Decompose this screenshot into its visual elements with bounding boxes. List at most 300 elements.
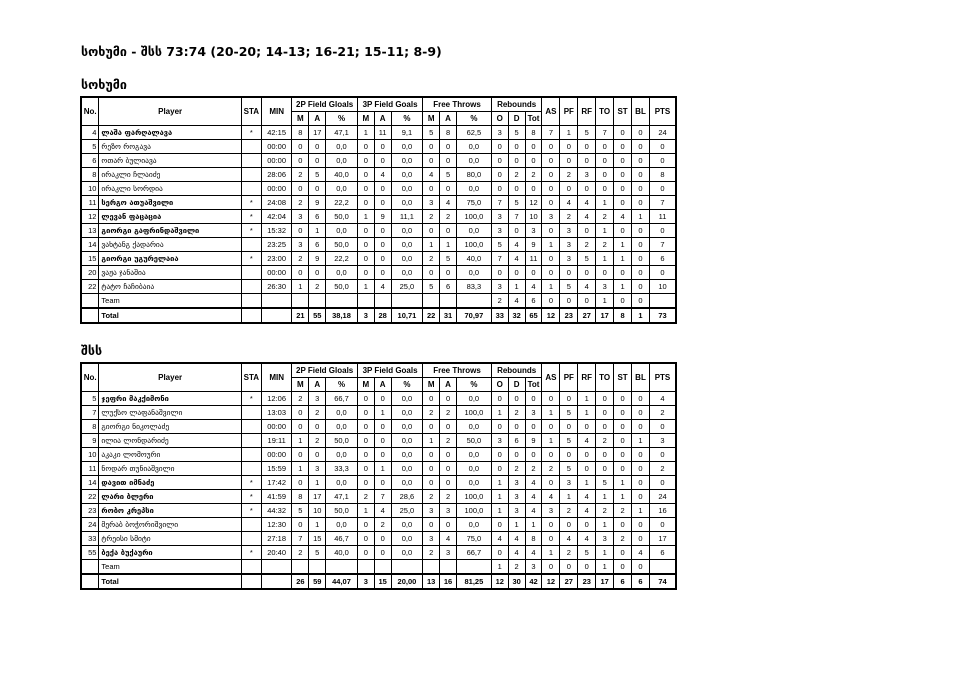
team-row-blank [457,294,492,309]
col-st-header: ST [614,97,632,126]
team-row-blank [440,560,457,575]
stat-fg2a: 6 [309,210,326,224]
stat-tot: 8 [525,532,542,546]
col-sta-header: STA [241,363,261,392]
stat-bl: 0 [632,490,650,504]
stat-fta: 0 [440,392,457,406]
stat-st: 0 [614,140,632,154]
stat-ftp: 75,0 [457,532,492,546]
stat-fg2a: 2 [309,434,326,448]
stat-st: 2 [614,504,632,518]
stat-to: 2 [596,210,614,224]
player-number: 15 [81,252,99,266]
stat-as: 0 [542,420,560,434]
stat-fg3p: 0,0 [391,168,423,182]
col-ft-header: Free Throws [423,97,492,112]
stat-fta: 0 [440,476,457,490]
stat-bl: 0 [632,448,650,462]
stat-fg3a: 0 [374,448,391,462]
stat-rf: 4 [578,280,596,294]
stat-to: 0 [596,154,614,168]
col-pts-header: PTS [649,363,676,392]
stat-pts: 24 [649,126,676,140]
stat-as: 3 [542,210,560,224]
col-to-header: TO [596,97,614,126]
stat-ftm: 0 [423,154,440,168]
player-starter-mark [241,448,261,462]
total-stat-rf: 27 [578,308,596,323]
stat-pf: 2 [560,504,578,518]
stat-fg2a: 3 [309,392,326,406]
player-name: ტრეისი სმიტი [99,532,241,546]
stat-tot: 0 [525,140,542,154]
team-stat-st: 0 [614,294,632,309]
stat-ftm: 0 [423,266,440,280]
stat-ftp: 100,0 [457,238,492,252]
stat-ftp: 100,0 [457,490,492,504]
stat-fta: 0 [440,448,457,462]
stat-fg2p: 40,0 [326,546,358,560]
team-stat-bl: 0 [632,294,650,309]
stat-fg2m: 0 [292,406,309,420]
stat-fg3m: 0 [357,154,374,168]
total-stat-fg3a: 15 [374,574,391,589]
stat-fg2a: 17 [309,490,326,504]
stat-as: 0 [542,140,560,154]
stat-ftm: 0 [423,448,440,462]
stat-fg3a: 0 [374,224,391,238]
stat-fg3a: 11 [374,126,391,140]
stat-pf: 0 [560,392,578,406]
stat-fg2p: 50,0 [326,238,358,252]
stat-fg3a: 7 [374,490,391,504]
stat-fg3a: 0 [374,252,391,266]
stat-fg2m: 2 [292,168,309,182]
subheader-pct: % [391,112,423,126]
stat-as: 7 [542,126,560,140]
player-name: ილია ლონდარიძე [99,434,241,448]
stat-fg2a: 3 [309,462,326,476]
stat-o: 0 [491,420,508,434]
stat-pts: 0 [649,266,676,280]
player-minutes: 12:30 [261,518,292,532]
player-minutes: 00:00 [261,448,292,462]
stat-fg3p: 0,0 [391,476,423,490]
total-stat-pts: 73 [649,308,676,323]
stat-rf: 0 [578,266,596,280]
total-stat-fg3m: 3 [357,574,374,589]
stat-pts: 0 [649,476,676,490]
player-name: ლაშა ფარღალავა [99,126,241,140]
stat-st: 0 [614,126,632,140]
col-2p-header: 2P Field Gloals [292,363,357,378]
stat-bl: 0 [632,518,650,532]
stat-st: 1 [614,476,632,490]
player-number: 8 [81,420,99,434]
player-minutes: 23:00 [261,252,292,266]
stat-fta: 6 [440,280,457,294]
team-row-blank [81,560,99,575]
stat-as: 0 [542,196,560,210]
player-number: 24 [81,518,99,532]
stat-fg2m: 5 [292,504,309,518]
team-row-blank [81,294,99,309]
stat-ftm: 2 [423,490,440,504]
stat-rf: 0 [578,182,596,196]
stat-pf: 5 [560,434,578,448]
stat-d: 7 [508,210,525,224]
stat-d: 3 [508,490,525,504]
player-starter-mark [241,168,261,182]
player-name: რეზო როგავა [99,140,241,154]
stat-bl: 0 [632,476,650,490]
stat-tot: 0 [525,182,542,196]
stat-fg3p: 0,0 [391,224,423,238]
stat-ftp: 75,0 [457,196,492,210]
stat-fg2a: 9 [309,252,326,266]
stat-pf: 0 [560,140,578,154]
col-sta-header: STA [241,97,261,126]
stat-to: 0 [596,448,614,462]
stat-ftm: 0 [423,182,440,196]
stat-tot: 3 [525,406,542,420]
stat-fg2m: 0 [292,224,309,238]
stat-fta: 8 [440,126,457,140]
team-row-blank [292,294,309,309]
stat-ftp: 0,0 [457,462,492,476]
stat-fg3m: 2 [357,490,374,504]
stat-pf: 2 [560,210,578,224]
player-number: 22 [81,280,99,294]
stat-pts: 10 [649,280,676,294]
stat-tot: 0 [525,154,542,168]
player-number: 20 [81,266,99,280]
total-stat-st: 6 [614,574,632,589]
stat-ftp: 40,0 [457,252,492,266]
team-row-label: Team [99,294,241,309]
player-starter-mark [241,420,261,434]
stat-fg3a: 0 [374,238,391,252]
player-row [81,420,676,434]
stat-fg3p: 28,6 [391,490,423,504]
player-name: ჯეფრი მაკქიმონი [99,392,241,406]
subheader-d: D [508,112,525,126]
stat-ftp: 83,3 [457,280,492,294]
stat-fg2p: 50,0 [326,210,358,224]
stat-tot: 9 [525,238,542,252]
stat-fg2a: 0 [309,154,326,168]
total-stat-fta: 31 [440,308,457,323]
player-name: ბექა ბუქაური [99,546,241,560]
player-number: 12 [81,210,99,224]
stat-rf: 5 [578,546,596,560]
player-row [81,210,676,224]
stat-d: 0 [508,182,525,196]
team-heading-home: სოხუმი [81,77,127,92]
subheader-tot: Tot [525,378,542,392]
stat-ftm: 2 [423,252,440,266]
stat-fg3m: 1 [357,280,374,294]
player-starter-mark: * [241,490,261,504]
stat-ftm: 0 [423,476,440,490]
stat-fg2p: 50,0 [326,434,358,448]
stat-rf: 4 [578,490,596,504]
subheader-pct: % [391,378,423,392]
player-number: 5 [81,140,99,154]
stat-fg3p: 0,0 [391,266,423,280]
stat-st: 1 [614,280,632,294]
stat-to: 7 [596,126,614,140]
col-player-header: Player [99,363,241,392]
stat-d: 0 [508,154,525,168]
stat-as: 0 [542,224,560,238]
stat-rf: 2 [578,238,596,252]
stat-fg3a: 1 [374,462,391,476]
stat-fg2p: 22,2 [326,196,358,210]
stat-as: 0 [542,476,560,490]
stat-o: 0 [491,266,508,280]
subheader-tot: Tot [525,112,542,126]
player-row [81,196,676,210]
team-row-blank [357,560,374,575]
stat-fg3m: 0 [357,252,374,266]
stat-as: 0 [542,532,560,546]
team-stat-to: 1 [596,294,614,309]
stat-fg3m: 0 [357,448,374,462]
team-row-blank [261,560,292,575]
player-starter-mark: * [241,392,261,406]
stat-fta: 4 [440,532,457,546]
team-row-blank [457,560,492,575]
player-number: 14 [81,238,99,252]
stat-fg2a: 2 [309,406,326,420]
col-min-header: MIN [261,363,292,392]
subheader-pct: % [457,378,492,392]
stat-bl: 0 [632,532,650,546]
subheader-a: A [309,378,326,392]
stat-o: 1 [491,504,508,518]
stat-ftm: 0 [423,518,440,532]
total-stat-o: 33 [491,308,508,323]
player-minutes: 13:03 [261,406,292,420]
stat-fg3a: 0 [374,476,391,490]
stat-to: 3 [596,532,614,546]
stat-fg3m: 0 [357,224,374,238]
stat-pts: 4 [649,392,676,406]
stat-o: 4 [491,532,508,546]
player-number: 6 [81,154,99,168]
stat-pts: 0 [649,448,676,462]
stat-fg2m: 0 [292,266,309,280]
player-row [81,140,676,154]
player-row [81,168,676,182]
player-starter-mark [241,518,261,532]
player-minutes: 12:06 [261,392,292,406]
stat-fta: 0 [440,420,457,434]
total-stat-d: 32 [508,308,525,323]
stat-fg2p: 47,1 [326,490,358,504]
total-stat-fg3m: 3 [357,308,374,323]
stat-pf: 0 [560,154,578,168]
stat-o: 1 [491,476,508,490]
stat-to: 1 [596,252,614,266]
stat-st: 0 [614,182,632,196]
stat-fg3p: 9,1 [391,126,423,140]
player-minutes: 42:15 [261,126,292,140]
stat-tot: 4 [525,476,542,490]
stat-as: 1 [542,546,560,560]
col-bl-header: BL [632,97,650,126]
stat-fg2a: 1 [309,518,326,532]
stat-fg3p: 0,0 [391,182,423,196]
stat-to: 1 [596,196,614,210]
stat-fta: 2 [440,490,457,504]
player-row [81,126,676,140]
stat-fg3m: 0 [357,420,374,434]
player-row [81,490,676,504]
team-stat-tot: 3 [525,560,542,575]
player-name: გიორგი ნიკოლაძე [99,420,241,434]
stat-to: 2 [596,504,614,518]
player-row [81,504,676,518]
stat-bl: 1 [632,504,650,518]
team-row-blank [440,294,457,309]
stat-fg3m: 0 [357,392,374,406]
stat-o: 0 [491,546,508,560]
player-starter-mark: * [241,476,261,490]
stat-d: 4 [508,546,525,560]
stat-fg3p: 0,0 [391,196,423,210]
stat-rf: 0 [578,140,596,154]
stat-ftp: 66,7 [457,546,492,560]
total-stat-pf: 27 [560,574,578,589]
stat-o: 0 [491,518,508,532]
total-stat-rf: 23 [578,574,596,589]
stat-fg2p: 0,0 [326,224,358,238]
stat-o: 3 [491,280,508,294]
team-row-blank [423,560,440,575]
stat-ftm: 5 [423,126,440,140]
team-stat-tot: 6 [525,294,542,309]
total-row-blank [81,308,99,323]
stat-fta: 3 [440,546,457,560]
stat-o: 0 [491,168,508,182]
stat-tot: 4 [525,546,542,560]
stat-fta: 0 [440,266,457,280]
player-name: გიორგი გაფრინდაშვილი [99,224,241,238]
stat-d: 0 [508,266,525,280]
player-row [81,392,676,406]
team-row-blank [309,560,326,575]
stat-pf: 0 [560,518,578,532]
stat-fg2a: 5 [309,546,326,560]
stat-ftm: 0 [423,224,440,238]
stat-rf: 4 [578,210,596,224]
stat-o: 3 [491,434,508,448]
stat-fg2m: 0 [292,140,309,154]
player-starter-mark: * [241,252,261,266]
stat-o: 0 [491,182,508,196]
player-name: მერაბ ბოჭორიშვილი [99,518,241,532]
stat-bl: 0 [632,140,650,154]
stat-pf: 2 [560,168,578,182]
stat-fg2a: 1 [309,224,326,238]
game-title: სოხუმი - შსს 73:74 (20-20; 14-13; 16-21; 15-11; 8-9) [81,44,442,59]
player-starter-mark: * [241,210,261,224]
box-score-away [80,362,677,590]
stat-fg2p: 66,7 [326,392,358,406]
stat-st: 2 [614,532,632,546]
stat-bl: 0 [632,126,650,140]
player-row [81,224,676,238]
col-min-header: MIN [261,97,292,126]
stat-rf: 3 [578,168,596,182]
col-no-header: No. [81,97,99,126]
stat-tot: 11 [525,252,542,266]
stat-fg2a: 9 [309,196,326,210]
stat-to: 3 [596,280,614,294]
stat-fg3p: 0,0 [391,448,423,462]
team-stat-st: 0 [614,560,632,575]
player-minutes: 20:40 [261,546,292,560]
header-row [81,363,676,378]
team-heading-away: შსს [81,343,103,358]
stat-ftp: 0,0 [457,420,492,434]
subheader-a: A [309,112,326,126]
total-stat-bl: 6 [632,574,650,589]
stat-d: 2 [508,462,525,476]
player-name: ვახტანგ ქადარია [99,238,241,252]
stat-fta: 0 [440,518,457,532]
stat-to: 2 [596,238,614,252]
total-stat-st: 8 [614,308,632,323]
col-bl-header: BL [632,363,650,392]
stat-as: 4 [542,490,560,504]
stat-tot: 9 [525,434,542,448]
stat-to: 0 [596,406,614,420]
stat-bl: 0 [632,168,650,182]
player-name: ოთარ ბულიავა [99,154,241,168]
stat-fg2a: 1 [309,476,326,490]
stat-fta: 3 [440,504,457,518]
stat-rf: 0 [578,518,596,532]
player-minutes: 27:18 [261,532,292,546]
total-stat-ftp: 70,97 [457,308,492,323]
stat-bl: 0 [632,196,650,210]
stat-pts: 11 [649,210,676,224]
stat-bl: 0 [632,406,650,420]
stat-pts: 0 [649,420,676,434]
stat-fg2m: 0 [292,476,309,490]
stat-d: 5 [508,126,525,140]
stat-fg3m: 0 [357,168,374,182]
stat-pts: 7 [649,238,676,252]
total-row-blank [241,308,261,323]
stat-ftm: 0 [423,420,440,434]
stat-fg3a: 0 [374,420,391,434]
stat-as: 1 [542,238,560,252]
stat-ftm: 3 [423,532,440,546]
stat-o: 0 [491,154,508,168]
stat-st: 0 [614,154,632,168]
stat-fg3m: 0 [357,266,374,280]
player-number: 22 [81,490,99,504]
total-stat-to: 17 [596,574,614,589]
stat-rf: 5 [578,126,596,140]
player-row [81,266,676,280]
team-row-blank [391,560,423,575]
stat-tot: 4 [525,280,542,294]
